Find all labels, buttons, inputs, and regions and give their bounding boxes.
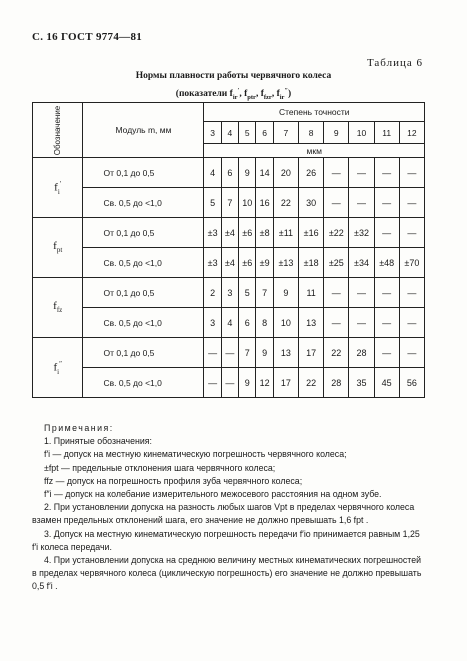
table-title: Нормы плавности работы червячного колеса — [135, 71, 332, 81]
page-header: С. 16 ГОСТ 9774—81 — [32, 31, 143, 43]
tolerance-value: 9 — [273, 278, 298, 308]
tolerance-value: 13 — [299, 308, 324, 338]
tolerance-value: 16 — [256, 188, 273, 218]
tolerance-value: 56 — [399, 368, 424, 398]
tolerance-value: — — [374, 308, 399, 338]
tolerance-value: 17 — [299, 338, 324, 368]
tolerance-value: 10 — [273, 308, 298, 338]
tolerance-value: 7 — [256, 278, 273, 308]
tolerance-value: ±3 — [204, 248, 221, 278]
note-3: 3. Допуск на местную кинематическую погрешность передачи f′io принимается равным 1,25 f′i колеса передачи. — [32, 528, 420, 552]
note-1-def-2: ±fpt — предельные отклонения шага червячного колеса; — [44, 462, 276, 473]
tolerance-value: 2 — [204, 278, 221, 308]
note-1-def-3: ffz — допуск на погрешность профиля зуба червячного колеса; — [44, 475, 303, 486]
tolerance-value: ±22 — [324, 218, 349, 248]
tolerance-value: 9 — [256, 338, 273, 368]
tolerance-value: ±4 — [221, 218, 238, 248]
tolerance-value: ±6 — [239, 248, 256, 278]
tolerance-value: 6 — [239, 308, 256, 338]
note-1-def-1: f′i — допуск на местную кинематическую погрешность червячного колеса; — [44, 449, 347, 460]
tolerance-value: 11 — [299, 278, 324, 308]
module-header: Модуль m, мм — [83, 103, 204, 158]
tolerance-value: 5 — [204, 188, 221, 218]
tolerance-value: — — [374, 338, 399, 368]
note-1-def-4: f″i — допуск на колебание измерительного межосевого расстояния на одном зубе. — [44, 489, 382, 500]
tolerance-value: 9 — [239, 368, 256, 398]
note-2: 2. При установлении допуска на разность любых шагов Vpt в пределах червячного колеса взамен предельных отклонений шага, его значение не должно превышать 1,6 fpt . — [32, 502, 415, 526]
tolerance-value: 6 — [221, 158, 238, 188]
tolerance-value: ±25 — [324, 248, 349, 278]
designation-header: Обозначение — [33, 103, 83, 158]
tolerance-value: ±32 — [349, 218, 374, 248]
tolerance-value: 7 — [239, 338, 256, 368]
tolerance-value: — — [399, 308, 424, 338]
table-row — [33, 308, 425, 338]
tolerance-value: 10 — [239, 188, 256, 218]
tolerance-value: — — [324, 308, 349, 338]
tolerance-value: — — [349, 188, 374, 218]
tolerance-value: — — [374, 278, 399, 308]
tolerance-value: — — [324, 188, 349, 218]
tolerance-value: 3 — [221, 278, 238, 308]
designation-symbol: $f_{pt}$ — [33, 218, 83, 278]
tolerance-value: 3 — [204, 308, 221, 338]
tolerance-value: ±6 — [239, 218, 256, 248]
note-1: 1. Принятые обозначения: — [44, 436, 152, 447]
tolerance-value: — — [374, 158, 399, 188]
tolerance-value: 22 — [299, 368, 324, 398]
norms-table — [32, 102, 425, 398]
tolerance-value: ±11 — [273, 218, 298, 248]
notes-heading: Примечания: — [44, 423, 114, 433]
tolerance-value: — — [399, 188, 424, 218]
tolerance-value: — — [399, 158, 424, 188]
unit-header: мкм — [204, 144, 425, 158]
degree-header: Степень точности — [204, 103, 425, 122]
tolerance-value: 26 — [299, 158, 324, 188]
tolerance-value: ±3 — [204, 218, 221, 248]
tolerance-value: ±18 — [299, 248, 324, 278]
degree-11: 11 — [374, 122, 399, 144]
tolerance-value: 14 — [256, 158, 273, 188]
designation-symbol: $f_i'$ — [33, 158, 83, 218]
tolerance-value: — — [399, 278, 424, 308]
degree-10: 10 — [349, 122, 374, 144]
tolerance-value: — — [349, 308, 374, 338]
notes-section — [32, 422, 427, 594]
tolerance-value: 45 — [374, 368, 399, 398]
tolerance-value: ±16 — [299, 218, 324, 248]
tolerance-value: ±34 — [349, 248, 374, 278]
tolerance-value: 13 — [273, 338, 298, 368]
table-row — [33, 158, 425, 188]
note-4: 4. При установлении допуска на среднюю величину местных кинематических погрешностей в пределах червячного колеса (циклическую погрешность) его значение не должно превышать 0,5 f′i . — [32, 555, 422, 592]
degree-9: 9 — [324, 122, 349, 144]
tolerance-value: — — [204, 338, 221, 368]
tolerance-value: 12 — [256, 368, 273, 398]
tolerance-value: 8 — [256, 308, 273, 338]
module-range: От 0,1 до 0,5 — [83, 338, 204, 368]
tolerance-value: — — [221, 338, 238, 368]
tolerance-value: — — [221, 368, 238, 398]
tolerance-value: 22 — [324, 338, 349, 368]
tolerance-value: 5 — [239, 278, 256, 308]
tolerance-value: 7 — [221, 188, 238, 218]
tolerance-value: — — [374, 218, 399, 248]
tolerance-value: 28 — [324, 368, 349, 398]
tolerance-value: — — [399, 338, 424, 368]
table-label: Таблица 6 — [366, 57, 423, 69]
tolerance-value: ±70 — [399, 248, 424, 278]
tolerance-value: ±48 — [374, 248, 399, 278]
tolerance-value: ±9 — [256, 248, 273, 278]
tolerance-value: — — [399, 218, 424, 248]
degree-6: 6 — [256, 122, 273, 144]
degree-12: 12 — [399, 122, 424, 144]
module-range: Св. 0,5 до <1,0 — [83, 248, 204, 278]
table-row — [33, 338, 425, 368]
designation-symbol: $f_{fz}$ — [33, 278, 83, 338]
tolerance-value: 9 — [239, 158, 256, 188]
table-row — [33, 188, 425, 218]
module-range: От 0,1 до 0,5 — [83, 278, 204, 308]
tolerance-value: 30 — [299, 188, 324, 218]
tolerance-value: — — [349, 158, 374, 188]
module-range: Св. 0,5 до <1,0 — [83, 188, 204, 218]
table-row — [33, 368, 425, 398]
table-subtitle: (показатели $f_{ir}'$, $f_{ptr}$, $f_{fzr}$, $f_{ir}''$) — [175, 87, 292, 102]
designation-symbol: $f_i''$ — [33, 338, 83, 398]
table-row — [33, 278, 425, 308]
degree-8: 8 — [299, 122, 324, 144]
tolerance-value: — — [324, 158, 349, 188]
module-range: От 0,1 до 0,5 — [83, 158, 204, 188]
tolerance-value: 17 — [273, 368, 298, 398]
table-row — [33, 248, 425, 278]
tolerance-value: 22 — [273, 188, 298, 218]
degree-5: 5 — [239, 122, 256, 144]
module-range: Св. 0,5 до <1,0 — [83, 308, 204, 338]
tolerance-value: 20 — [273, 158, 298, 188]
module-range: Св. 0,5 до <1,0 — [83, 368, 204, 398]
tolerance-value: — — [349, 278, 374, 308]
module-range: От 0,1 до 0,5 — [83, 218, 204, 248]
table-row — [33, 218, 425, 248]
tolerance-value: — — [324, 278, 349, 308]
tolerance-value: ±4 — [221, 248, 238, 278]
degree-4: 4 — [221, 122, 238, 144]
tolerance-value: 28 — [349, 338, 374, 368]
tolerance-value: ±13 — [273, 248, 298, 278]
degree-3: 3 — [204, 122, 221, 144]
tolerance-value: — — [204, 368, 221, 398]
tolerance-value: 4 — [204, 158, 221, 188]
tolerance-value: 35 — [349, 368, 374, 398]
tolerance-value: ±8 — [256, 218, 273, 248]
tolerance-value: 4 — [221, 308, 238, 338]
tolerance-value: — — [374, 188, 399, 218]
degree-7: 7 — [273, 122, 298, 144]
